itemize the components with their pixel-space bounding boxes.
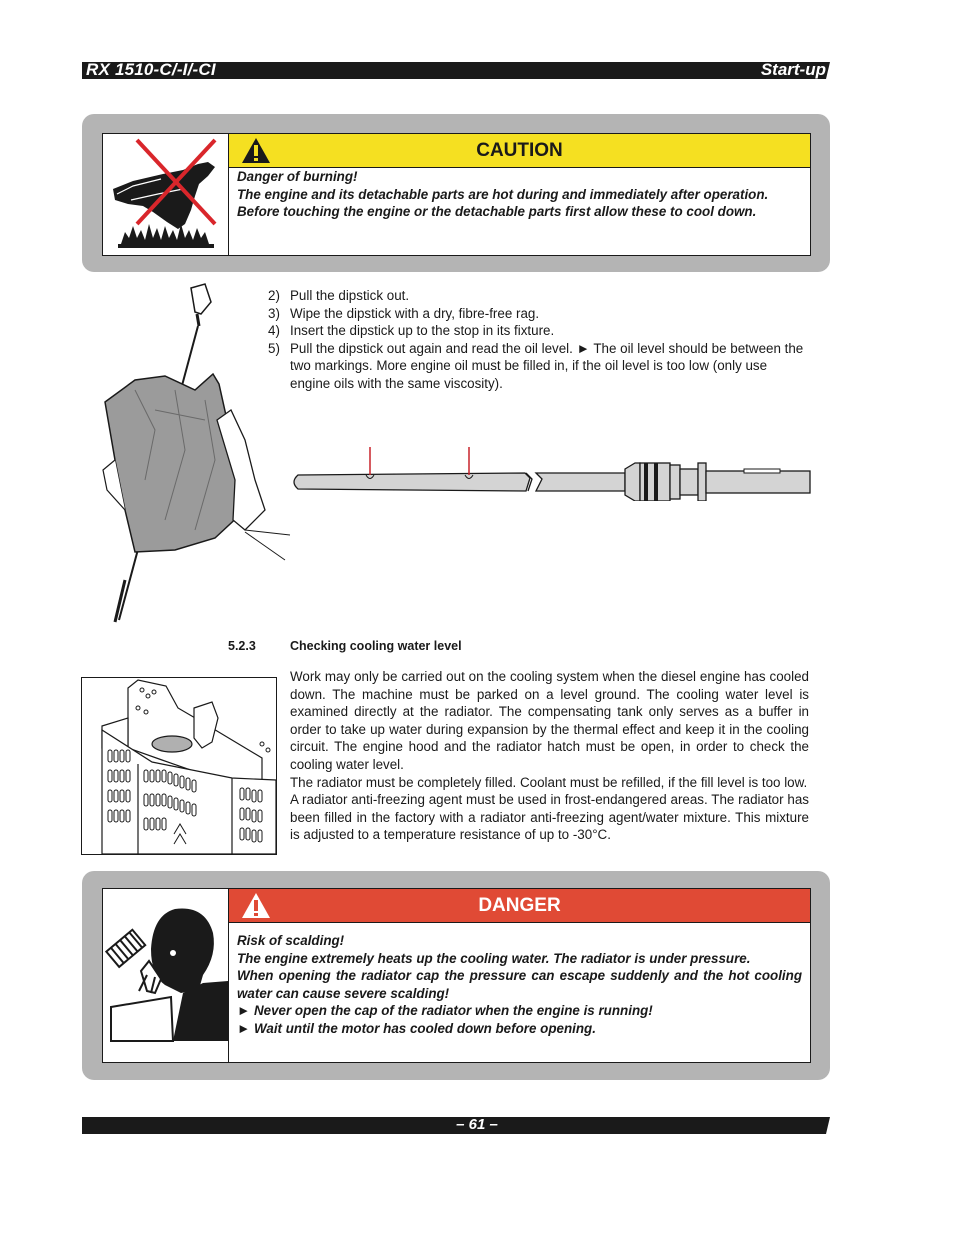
step-number: 5) [268,340,280,356]
dipstick-wiping-illustration [95,280,295,630]
danger-box [102,888,811,1063]
caution-line: The engine and its detachable parts are hot during and immediately after operation. [237,186,769,202]
step-number: 3) [268,305,280,321]
danger-line: The engine extremely heats up the cooling water. The radiator is under pressure. [237,950,751,966]
radiator-hatch-illustration [81,677,277,855]
step-text: Pull the dipstick out. [290,288,410,303]
danger-line: When opening the radiator cap the pressure can escape suddenly and the hot cooling water can cause severe scalding! [237,968,802,1001]
caution-title: CAUTION [476,140,563,161]
page-number: – 61 – [456,1116,498,1133]
paragraph: Work may only be carried out on the cooling system when the diesel engine has cooled down. The machine must be parked on a level ground. The cooling water level is examined directly at the radiator. The compensating tank only serves as a buffer in order to take up water during expansion by the thermal effect and keep it in the cooling circuit. The engine hood and the radiator hatch must be open, in order to check the cooling water level. [290,669,809,772]
caution-line: Before touching the engine or the detachable parts first allow these to cool down. [237,204,757,220]
danger-line: ► Wait until the motor has cooled down before opening. [237,1020,596,1036]
step-text: Insert the dipstick up to the stop in its fixture. [290,323,555,339]
step-item [268,305,810,323]
scalding-steam-icon [103,889,229,1062]
dipstick-steps [268,287,810,393]
danger-line: ► Never open the cap of the radiator when the engine is running! [237,1003,653,1019]
danger-line: Risk of scalding! [237,933,345,948]
caution-box [102,133,811,256]
caution-line: Danger of burning! [237,169,358,184]
step-text: Wipe the dipstick with a dry, fibre-free rag. [290,305,540,321]
danger-header [229,889,810,923]
caution-text [237,168,802,221]
section-name: Start-up [760,60,826,79]
section-title: Checking cooling water level [290,639,462,653]
danger-text [237,932,802,1038]
no-touch-hot-surface-icon [103,134,229,255]
step-number: 2) [268,288,280,303]
step-number: 4) [268,323,280,339]
paragraph: A radiator anti-freezing agent must be used in frost-endangered areas. The radiator has been filled in the factory with a radiator anti-freezing agent/water mixture. This mixture is adjusted to a temperature resistance of up to -30°C. [290,792,809,843]
step-text: Pull the dipstick out again and read the oil level. ► The oil level should be between the two markings. More engine oil must be filled in, if the oil level is too low (only use engine oils with the same viscosity). [290,340,804,391]
dipstick-markings-illustration [290,445,812,501]
step-item [268,287,810,305]
danger-title: DANGER [478,895,561,916]
section-number: 5.2.3 [228,639,256,653]
step-item [268,322,810,340]
step-item [268,340,810,393]
caution-header [229,134,810,168]
document-model: RX 1510-C/-I/-CI [86,60,216,79]
cooling-water-text [290,668,809,844]
paragraph: The radiator must be completely filled. Coolant must be refilled, if the fill level is too low. [290,774,808,790]
